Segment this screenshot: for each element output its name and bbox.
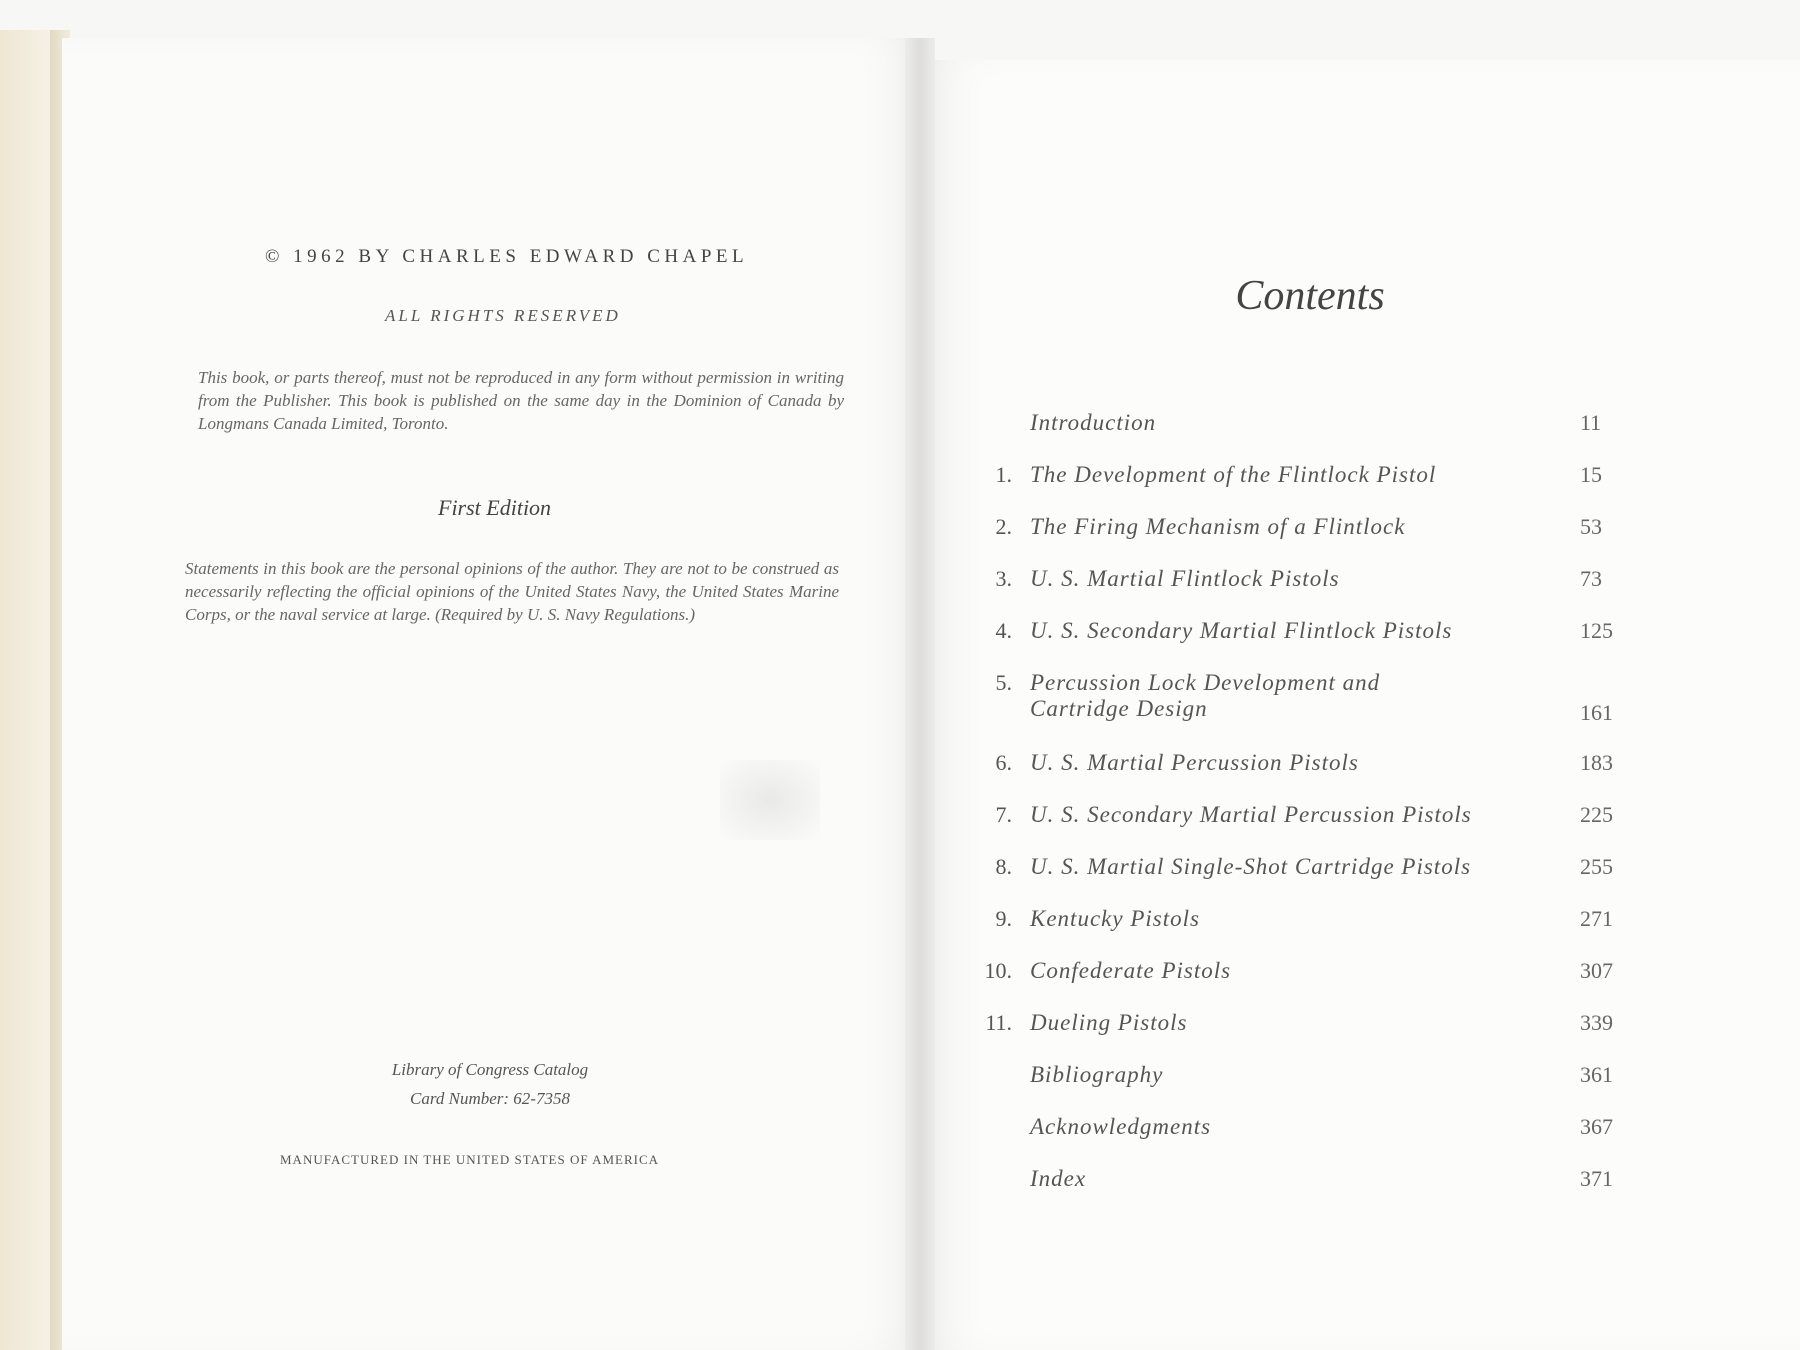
toc-entry xyxy=(980,566,1680,618)
page-show-through xyxy=(720,760,820,840)
toc-entry-page: 183 xyxy=(1580,750,1613,775)
contents-heading: Contents xyxy=(1235,273,1385,319)
toc-entry xyxy=(980,462,1680,514)
toc-entry-title: Bibliography xyxy=(1030,1062,1164,1087)
toc-entry-number: 9. xyxy=(995,906,1012,931)
library-catalog xyxy=(360,1055,620,1113)
toc-entry-title: U. S. Martial Percussion Pistols xyxy=(1030,750,1359,775)
toc-entry-page: 307 xyxy=(1580,958,1613,983)
toc-entry-number: 3. xyxy=(995,566,1012,591)
toc-entry xyxy=(980,906,1680,958)
toc-entry-page: 161 xyxy=(1580,700,1613,725)
toc-entry xyxy=(980,1114,1680,1166)
toc-entry-title: U. S. Secondary Martial Percussion Pistols xyxy=(1030,802,1472,827)
toc-entry-title: Confederate Pistols xyxy=(1030,958,1232,983)
toc-entry xyxy=(980,802,1680,854)
toc-entry-number: 6. xyxy=(995,750,1012,775)
toc-entry-number: 11. xyxy=(985,1010,1012,1035)
toc-entry-title: Acknowledgments xyxy=(1030,1114,1212,1139)
toc-entry xyxy=(980,958,1680,1010)
toc-entry-number: 7. xyxy=(995,802,1012,827)
toc-entry xyxy=(980,854,1680,906)
toc-entry-number: 5. xyxy=(995,670,1012,695)
book-gutter xyxy=(905,38,935,1350)
toc-entry-page: 15 xyxy=(1580,462,1602,487)
rights-reserved: ALL RIGHTS RESERVED xyxy=(385,306,621,325)
toc-entry xyxy=(980,1166,1680,1218)
toc-entry-title: Index xyxy=(1030,1166,1087,1191)
toc-entry-page: 371 xyxy=(1580,1166,1613,1191)
reproduction-notice: This book, or parts thereof, must not be reproduced in any form without permission in writing from the Publisher. This book is published on the same day in the Dominion of Canada by Longmans Canada Limited, Toronto. xyxy=(198,368,844,433)
toc-entry-number: 4. xyxy=(995,618,1012,643)
copyright-line: © 1962 BY CHARLES EDWARD CHAPEL xyxy=(265,246,749,267)
toc-entry-number: 2. xyxy=(995,514,1012,539)
toc-entry-number: 8. xyxy=(995,854,1012,879)
toc-entry xyxy=(980,514,1680,566)
toc-entry-title: U. S. Martial Flintlock Pistols xyxy=(1030,566,1340,591)
toc-entry xyxy=(980,410,1680,462)
manufactured-line: MANUFACTURED IN THE UNITED STATES OF AMERICA xyxy=(280,1152,660,1167)
toc-entry xyxy=(980,1062,1680,1114)
library-catalog-line1: Library of Congress Catalog xyxy=(391,1060,589,1079)
toc-entry-page: 255 xyxy=(1580,854,1613,879)
toc-entry-title: The Development of the Flintlock Pistol xyxy=(1030,462,1437,487)
toc-entry xyxy=(980,1010,1680,1062)
toc-entry-title: Kentucky Pistols xyxy=(1030,906,1200,931)
toc-entry-title: Introduction xyxy=(1030,410,1157,435)
toc-entry-page: 53 xyxy=(1580,514,1602,539)
library-catalog-line2: Card Number: 62-7358 xyxy=(410,1089,570,1108)
toc-entry-page: 367 xyxy=(1580,1114,1613,1139)
toc-entry xyxy=(980,750,1680,802)
toc-entry-page: 125 xyxy=(1580,618,1613,643)
toc-entry-page: 11 xyxy=(1580,410,1602,435)
toc-entry-number: 10. xyxy=(984,958,1012,983)
toc-entry-title: U. S. Secondary Martial Flintlock Pistols xyxy=(1030,618,1453,643)
toc-entry xyxy=(980,670,1680,750)
toc-entry-title: U. S. Martial Single-Shot Cartridge Pistols xyxy=(1030,854,1472,879)
toc-entry-number: 1. xyxy=(995,462,1012,487)
disclaimer-statement: Statements in this book are the personal opinions of the author. They are not to be construed as necessarily reflecting the official opinions of the United States Navy, the United States Marine Corps, or the naval service at large. (Required by U. S. Navy Regulations.) xyxy=(185,559,839,624)
toc-entry-title: The Firing Mechanism of a Flintlock xyxy=(1030,514,1406,539)
toc-entry-page: 339 xyxy=(1580,1010,1613,1035)
toc-entry-title: Percussion Lock Development and Cartridge Design xyxy=(1030,670,1381,721)
toc-entry-page: 73 xyxy=(1580,566,1602,591)
toc-entry-page: 271 xyxy=(1580,906,1613,931)
toc-entry xyxy=(980,618,1680,670)
toc-entry-title: Dueling Pistols xyxy=(1030,1010,1188,1035)
toc-entry-page: 361 xyxy=(1580,1062,1613,1087)
table-of-contents xyxy=(980,410,1680,1218)
toc-entry-page: 225 xyxy=(1580,802,1613,827)
edition-label: First Edition xyxy=(438,495,552,520)
